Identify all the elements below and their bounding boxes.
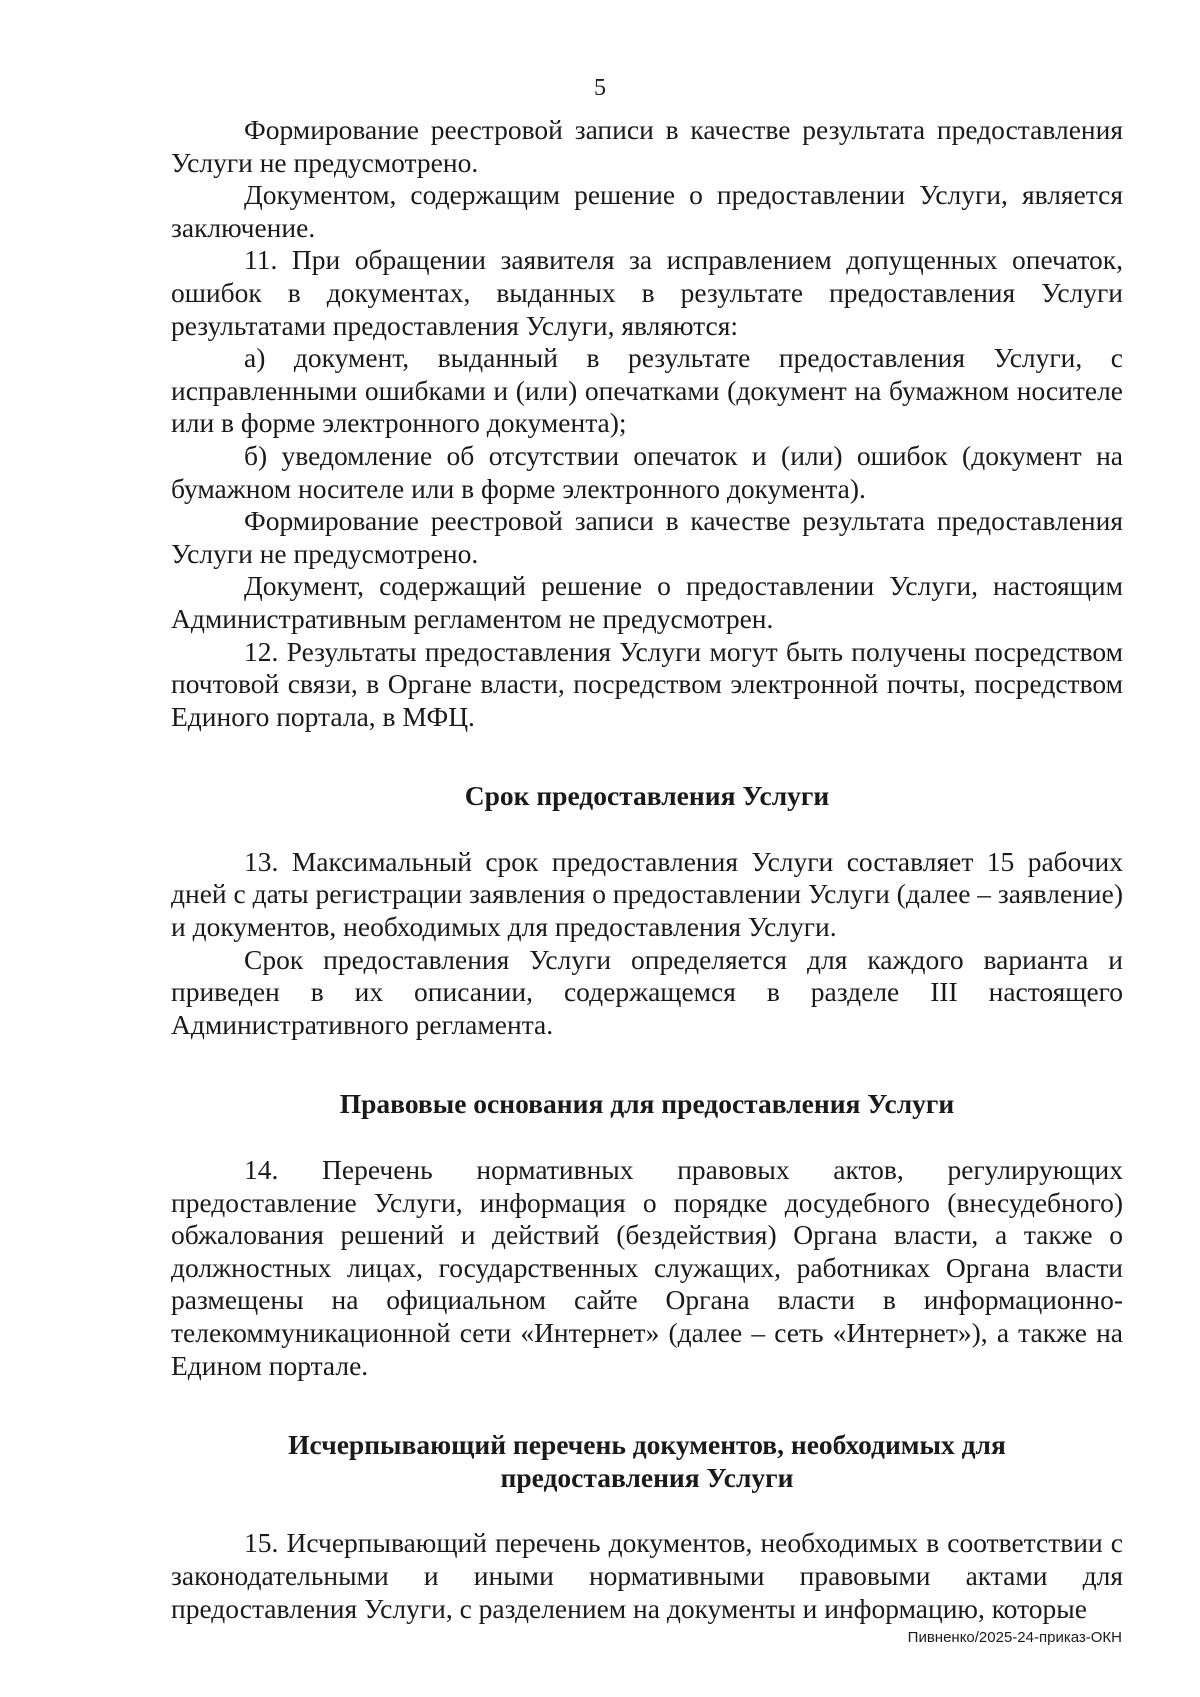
paragraph-item-12: 12. Результаты предоставления Услуги могут быть получены посредством почтовой связи, в Органе власти, посредством электронной почты, посредством Единого портала, в МФЦ.: [171, 635, 1123, 732]
document-code-footer: Пивненко/2025-24-приказ-ОКН: [907, 1629, 1122, 1646]
paragraph: Документ, содержащий решение о предоставлении Услуги, настоящим Административным регламентом не предусмотрен.: [171, 570, 1123, 634]
paragraph-item-15: 15. Исчерпывающий перечень документов, необходимых в соответствии с законодательными и иными нормативными правовыми актами для предоставления Услуги, с разделением на документы и информацию, которые: [171, 1527, 1123, 1624]
paragraph-item-13: 13. Максимальный срок предоставления Услуги составляет 15 рабочих дней с даты регистрации заявления о предоставлении Услуги (далее – заявление) и документов, необходимых для предоставления Услуги.: [171, 845, 1123, 943]
page-number: 5: [594, 75, 606, 101]
document-body: [171, 114, 1123, 1625]
paragraph-item-11: 11. При обращении заявителя за исправлением допущенных опечаток, ошибок в документах, выданных в результате предоставления Услуги результатами предоставления Услуги, являются:: [171, 244, 1123, 341]
section-heading-documents: [171, 1429, 1123, 1494]
section-heading-term: Срок предоставления Услуги: [464, 780, 830, 812]
heading-line: Исчерпывающий перечень документов, необходимых для: [288, 1429, 1006, 1461]
heading-line: предоставления Услуги: [500, 1461, 794, 1493]
section-heading-legal-basis: Правовые основания для предоставления Услуги: [339, 1088, 955, 1120]
paragraph: Формирование реестровой записи в качестве результата предоставления Услуги не предусмотрено.: [171, 114, 1123, 178]
paragraph-subitem-a: а) документ, выданный в результате предоставления Услуги, с исправленными ошибками и (или) опечатками (документ на бумажном носителе или в форме электронного документа);: [171, 342, 1123, 439]
paragraph: Срок предоставления Услуги определяется для каждого варианта и приведен в их описании, содержащемся в разделе III настоящего Административного регламента.: [171, 943, 1123, 1040]
paragraph-subitem-b: б) уведомление об отсутствии опечаток и (или) ошибок (документ на бумажном носителе или в форме электронного документа).: [171, 439, 1123, 504]
paragraph: Формирование реестровой записи в качестве результата предоставления Услуги не предусмотрено.: [171, 505, 1123, 569]
paragraph-item-14: 14. Перечень нормативных правовых актов, регулирующих предоставление Услуги, информация о порядке досудебного (внесудебного) обжалования решений и действий (бездействия) Органа власти, а также о должностных лицах, государственных служащих, работниках Органа власти размещены на официальном сайте Органа власти в информационно-телекоммуникационной сети «Интернет» (далее – сеть «Интернет»), а также на Едином портале.: [171, 1154, 1123, 1381]
paragraph: Документом, содержащим решение о предоставлении Услуги, является заключение.: [171, 179, 1123, 243]
